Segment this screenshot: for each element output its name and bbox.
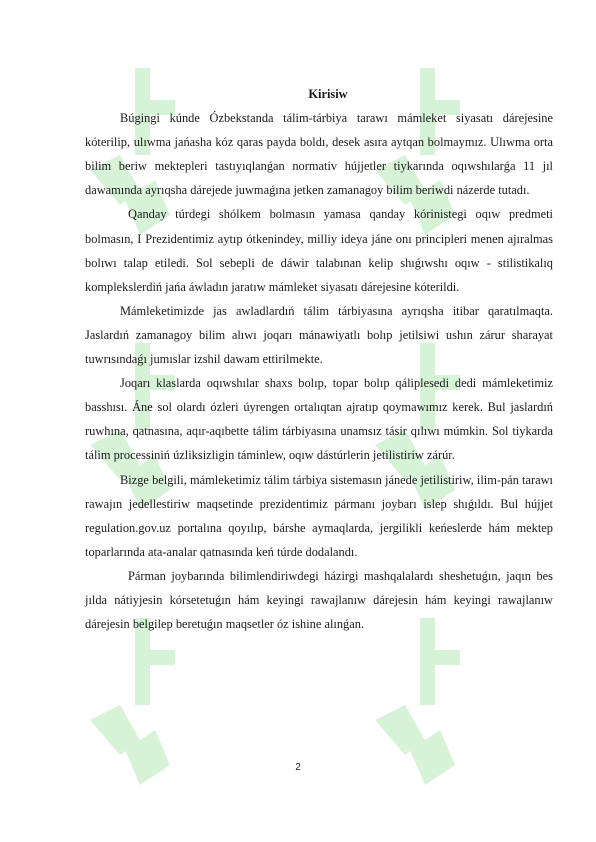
document-body xyxy=(85,82,553,636)
paragraph-1: Búgingi kúnde Ózbekstanda tálim-tárbiya tarawı mámleket siyasatı dárejesine kóterilip, ulıwma jańasha kóz qaras payda boldı, desek asıra aytqan bolmaymız. Ulıwma orta bilim beriw mektepleri tastıyıqlanǵan normativ hújjetler tiykarında oqıwshılarǵa 11 jıl dawamında ayrıqsha dárejede juwmaǵına jetken zamanagoy bilim beriwdi názerde tutadı. xyxy=(85,111,553,198)
page-number: 2 xyxy=(295,762,301,773)
paragraph-6: Párman joybarında bilimlendiriwdegi házirgi mashqalalardı sheshetuǵın, jaqın bes jılda nátiyjesin kórsetetuǵın hám keyingi rawajlanıw dárejesin hám keyingi rawajlanıw dárejesin belgilep beretuǵın maqsetler óz ishine alınǵan. xyxy=(85,568,553,632)
paragraph-3: Mámleketimizde jas awladlardıń tálim tárbiyasına ayrıqsha itibar qaratılmaqta. Jaslardıń zamanagoy bilim alıwı joqarı mánawiyatlı bolıp jetilsiwi ushın zárur sharayat tuwrısındaǵı jumıslar izshil dawam ettirilmekte. xyxy=(85,303,553,367)
document-title: Kirisiw xyxy=(308,87,348,101)
paragraph-4: Joqarı klaslarda oqıwshılar shaxs bolıp, topar bolıp qáliplesedi dedi mámleketimiz basshısı. Áne sol olardı ózleri úyrengen ortalıqtan ajratıp qoymawımız kerek. Bul jaslardıń ruwhına, qatnasına, aqır-aqıbette tálim tárbiyasına unamsız tásir qılıwı múmkin. Sol tiykarda tálim processiniń úzliksizligin táminlew, oqıw dástúrlerin jetilistiriw zárúr. xyxy=(85,376,553,463)
paragraph-2: Qanday túrdegi shólkem bolmasın yamasa qanday kórinistegi oqıw predmeti bolmasın, I Prezidentimiz aytıp ótkenindey, milliy ideya jáne onı principleri menen ajıralmas bolıwı talap etiledi. Sol sebepli de dáwir talabınan kelip shıǵıwshı oqıw - stilistikalıq komplekslerdiń jańa áwladın jaratıw mámleket siyasatı dárejesine kóterildi. xyxy=(85,207,553,294)
paragraph-5: Bizge belgili, mámleketimiz tálim tárbiya sistemasın jánede jetilistiriw, ilim-pán tarawı rawajın jedellestiriw maqsetinde prezidentimiz pármanı joybarı islep shıǵıldı. Bul hújjet regulation.gov.uz portalına qoyılıp, bárshe aymaqlarda, jergilikli keńeslerde hám mektep toparlarında ata-analar qatnasında keń túrde dodalandı. xyxy=(85,472,553,559)
